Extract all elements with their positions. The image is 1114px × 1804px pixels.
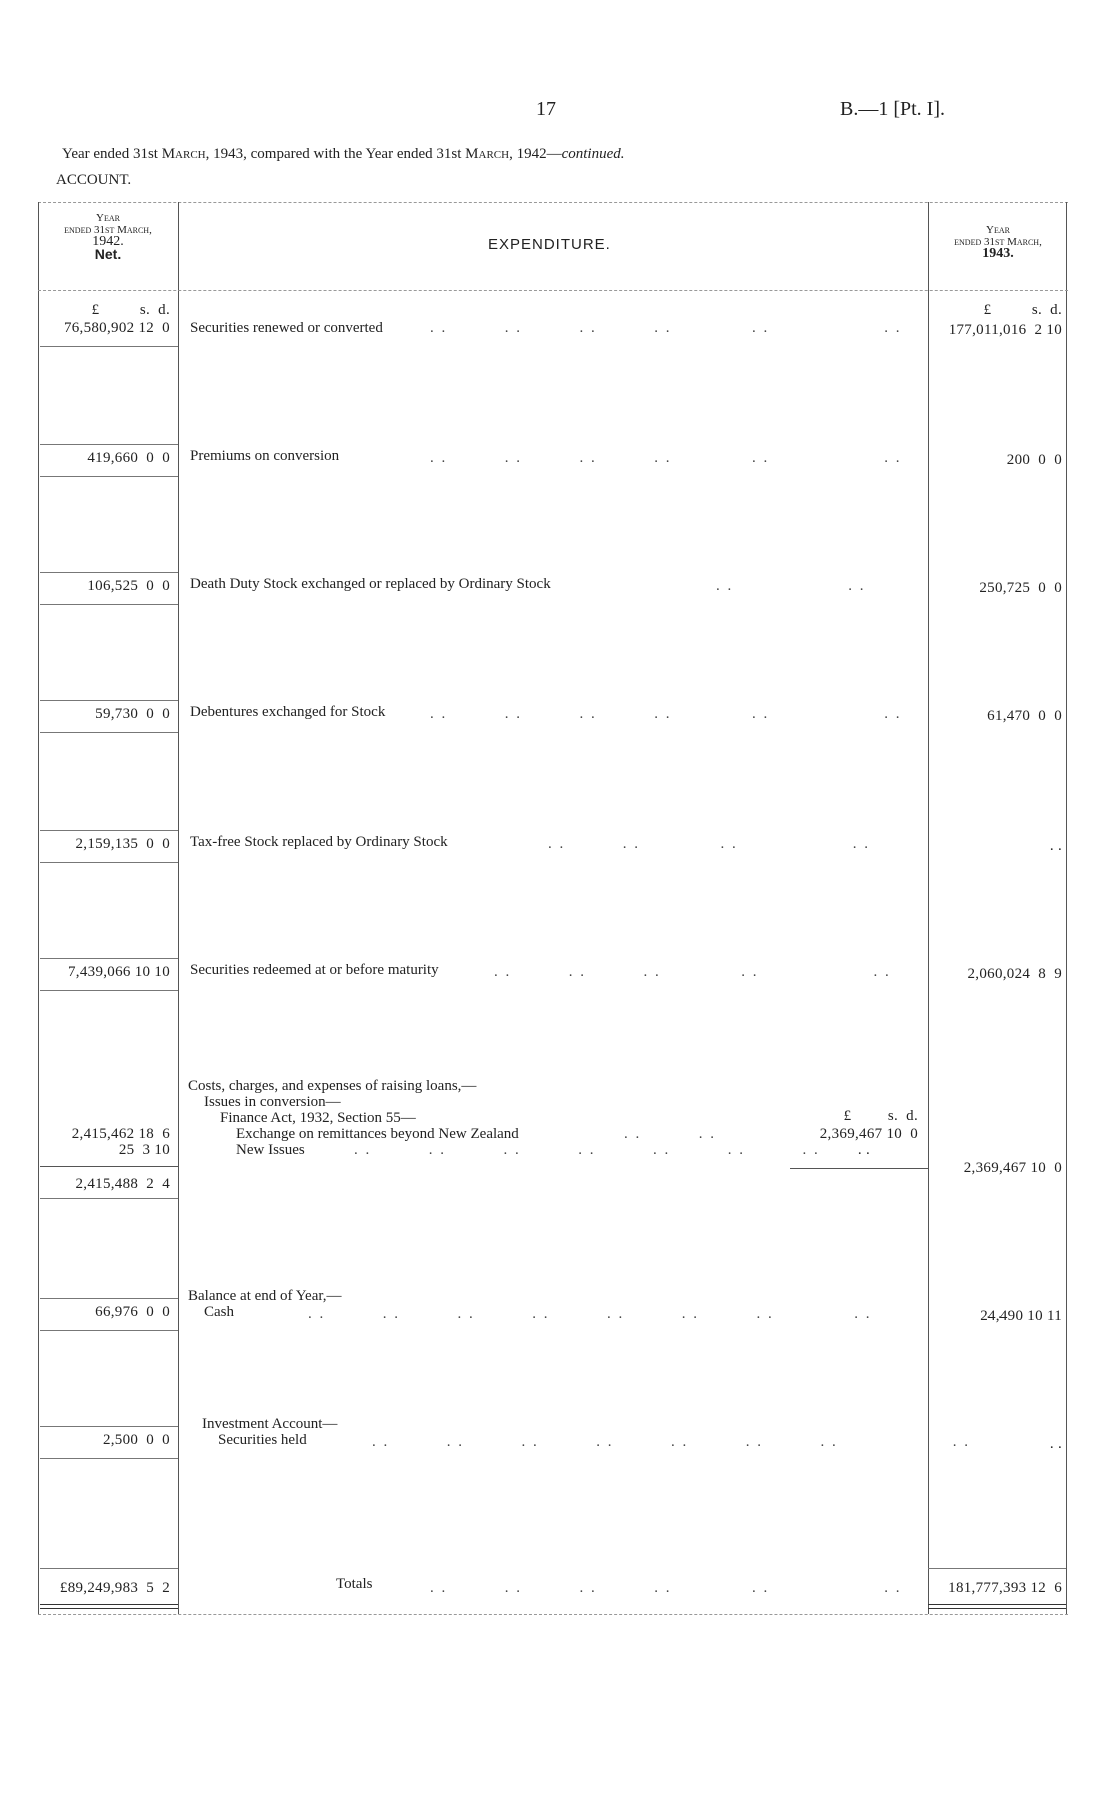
row-4-label: Debentures exchanged for Stock bbox=[190, 704, 386, 720]
row-2-label: Premiums on conversion bbox=[190, 448, 340, 464]
row-5-right-amount: . . bbox=[1049, 838, 1062, 854]
account-heading: ACCOUNT. bbox=[56, 172, 132, 188]
investment-line-2: Securities held bbox=[218, 1432, 307, 1448]
balance-left-amount: 66,976 0 0 bbox=[95, 1304, 170, 1320]
row-3-right-amount: 250,725 0 0 bbox=[979, 580, 1062, 596]
row-2-right-amount: 200 0 0 bbox=[1006, 452, 1062, 468]
costs-right-amount: 2,369,467 10 0 bbox=[963, 1160, 1062, 1176]
costs-left-total: 2,415,488 2 4 bbox=[75, 1176, 170, 1192]
costs-left-amount-1: 2,415,462 18 6 bbox=[71, 1126, 170, 1142]
investment-left-amount: 2,500 0 0 bbox=[102, 1432, 170, 1448]
costs-line-5: New Issues bbox=[236, 1142, 305, 1158]
row-5-label: Tax-free Stock replaced by Ordinary Stock bbox=[190, 834, 448, 850]
left-column-header: Year ended 31st March, 1942. Net. bbox=[64, 212, 152, 262]
right-currency-head: £ s. d. bbox=[983, 302, 1062, 318]
row-3-label: Death Duty Stock exchanged or replaced by Ordinary Stock bbox=[190, 576, 551, 592]
row-3-left-amount: 106,525 0 0 bbox=[87, 578, 170, 594]
balance-line-2: Cash bbox=[204, 1304, 234, 1320]
costs-left-amount-2: 25 3 10 bbox=[118, 1142, 170, 1158]
row-1-right-amount: 177,011,016 2 10 bbox=[948, 322, 1062, 338]
investment-right-amount: . . bbox=[1049, 1436, 1062, 1452]
right-column-header: Year ended 31st March, 1943. bbox=[954, 224, 1042, 261]
row-6-left-amount: 7,439,066 10 10 bbox=[68, 964, 170, 980]
row-6-label: Securities redeemed at or before maturity bbox=[190, 962, 439, 978]
costs-inner-amount-2: . . bbox=[857, 1142, 870, 1158]
row-4-right-amount: 61,470 0 0 bbox=[987, 708, 1062, 724]
row-1-label: Securities renewed or converted bbox=[190, 320, 383, 336]
balance-right-amount: 24,490 10 11 bbox=[980, 1308, 1062, 1324]
row-4-left-amount: 59,730 0 0 bbox=[95, 706, 170, 722]
expenditure-heading: EXPENDITURE. bbox=[488, 236, 611, 253]
balance-line-1: Balance at end of Year,— bbox=[188, 1288, 342, 1304]
costs-line-4: Exchange on remittances beyond New Zealand bbox=[236, 1126, 519, 1142]
costs-line-1: Costs, charges, and expenses of raising loans,— bbox=[188, 1078, 477, 1094]
totals-label: Totals bbox=[336, 1576, 373, 1592]
page-reference: B.—1 [Pt. I]. bbox=[840, 98, 945, 120]
totals-left-amount: £89,249,983 5 2 bbox=[59, 1580, 170, 1596]
left-currency-head: £ s. d. bbox=[91, 302, 170, 318]
costs-line-3: Finance Act, 1932, Section 55— bbox=[220, 1110, 416, 1126]
costs-line-2: Issues in conversion— bbox=[204, 1094, 341, 1110]
row-5-left-amount: 2,159,135 0 0 bbox=[75, 836, 170, 852]
page-subtitle: Year ended 31st March, 1943, compared with the Year ended 31st March, 1942—continued. bbox=[62, 146, 625, 162]
totals-right-amount: 181,777,393 12 6 bbox=[948, 1580, 1062, 1596]
row-6-right-amount: 2,060,024 8 9 bbox=[967, 966, 1062, 982]
row-2-left-amount: 419,660 0 0 bbox=[87, 450, 170, 466]
investment-line-1: Investment Account— bbox=[202, 1416, 338, 1432]
page-number: 17 bbox=[536, 98, 556, 120]
row-1-left-amount: 76,580,902 12 0 bbox=[63, 320, 170, 336]
costs-inner-amount-1: 2,369,467 10 0 bbox=[819, 1126, 918, 1142]
